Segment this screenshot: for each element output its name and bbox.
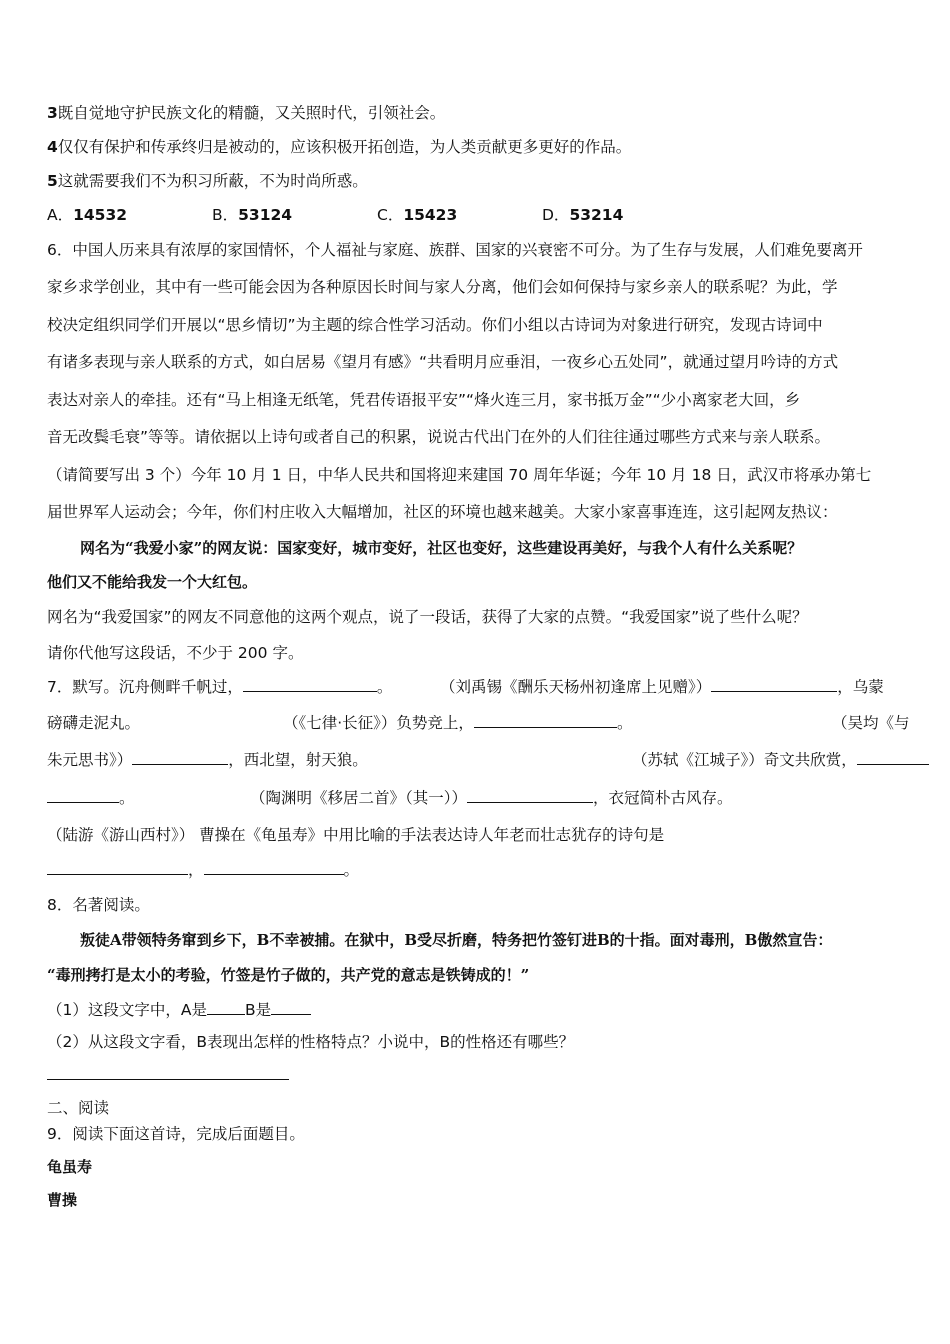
option-b — [212, 205, 292, 225]
q7-line-1a — [47, 677, 392, 697]
poem-author: 曹操 — [47, 1191, 78, 1209]
q7-line-2c: （吴均《与 — [832, 714, 910, 732]
sentence-number: 5 — [47, 172, 58, 190]
answer-blank-b[interactable] — [271, 1000, 311, 1015]
question-6-line: 校决定组织同学们开展以“思乡情切”为主题的综合性学习活动。你们小组以古诗词为对象进行研究，发现古诗词中 — [47, 316, 823, 334]
q7-line-4b — [250, 788, 733, 808]
question-6-line: 届世界军人运动会；今年，你们村庄收入大幅增加，社区的环境也越来越美。大家小家喜事连连，这引起网友热议： — [47, 503, 838, 521]
answer-line[interactable] — [47, 1079, 289, 1080]
question-6-line: 6．中国人历来具有浓厚的家国情怀，个人福祉与家庭、族群、国家的兴衰密不可分。为了生存与发展，人们难免要离开 — [47, 241, 863, 259]
option-c — [377, 205, 457, 225]
text: 7．默写。沉舟侧畔千帆过， — [47, 678, 243, 696]
q7-line-3a — [47, 750, 368, 770]
q7-line-1b — [440, 677, 884, 697]
answer-blank[interactable] — [132, 750, 228, 765]
sub-question-1 — [47, 1000, 311, 1020]
sub-question-2: （2）从这段文字看，B表现出怎样的性格特点？小说中，B的性格还有哪些？ — [47, 1033, 575, 1051]
q7-line-2a: 磅礴走泥丸。 — [47, 714, 141, 732]
text: 。 — [376, 678, 393, 696]
source-text: （刘禹锡《酬乐天杨州初逢席上见赠》） — [440, 678, 712, 696]
excerpt-line-2: “毒刑拷打是太小的考验，竹签是竹子做的，共产党的意志是铁铸成的！” — [47, 966, 530, 984]
option-d — [542, 205, 623, 225]
option-a — [47, 205, 127, 225]
option-label: D． — [542, 206, 570, 224]
option-value: 53214 — [569, 206, 624, 224]
section-heading: 二、阅读 — [47, 1099, 110, 1117]
text: B是 — [244, 1001, 272, 1019]
text: ，乌蒙 — [837, 678, 884, 696]
answer-blank[interactable] — [47, 860, 188, 875]
question-6-line: 音无改鬓毛衰”等等。请依据以上诗句或者自己的积累，说说古代出门在外的人们往往通过哪些方式来与亲人联系。 — [47, 428, 831, 446]
text: 。 — [616, 714, 633, 732]
source-text: （陶渊明《移居二首》（其一）） — [250, 789, 468, 807]
source-text: （苏轼《江城子》）奇文共欣赏， — [632, 751, 857, 769]
text: ， — [188, 861, 204, 879]
question-6-line: （请简要写出 3 个）今年 10 月 1 日，中华人民共和国将迎来建国 70 周年华诞；今年 10 月 18 日，武汉市将承办第七 — [47, 466, 872, 484]
text: （1）这段文字中，A是 — [47, 1001, 207, 1019]
q7-line-5: （陆游《游山西村》） 曹操在《龟虽寿》中用比喻的手法表达诗人年老而壮志犹存的诗句是 — [47, 826, 665, 844]
answer-blank[interactable] — [857, 750, 929, 765]
source-text: （《七律·长征》）负势竞上， — [283, 714, 474, 732]
source-text: 朱元思书》） — [47, 751, 133, 769]
q7-line-2b — [283, 713, 632, 733]
excerpt-line-1: 叛徒A带领特务窜到乡下，B不幸被捕。在狱中，B受尽折磨，特务把竹签钉进B的十指。面对毒刑，B傲然宣告： — [80, 931, 833, 949]
question-5-sentence-4 — [47, 137, 631, 157]
answer-blank[interactable] — [243, 677, 377, 692]
question-9-prompt: 9．阅读下面这首诗，完成后面题目。 — [47, 1125, 305, 1143]
text: 。 — [119, 789, 135, 807]
answer-blank[interactable] — [467, 788, 593, 803]
writing-prompt-2: 请你代他写这段话，不少于 200 字。 — [47, 644, 304, 662]
answer-blank[interactable] — [204, 860, 344, 875]
option-label: C． — [377, 206, 404, 224]
sentence-text: 这就需要我们不为积习所蔽，不为时尚所惑。 — [57, 172, 368, 190]
text: 。 — [343, 861, 360, 879]
q7-line-6 — [47, 860, 359, 880]
option-value: 14532 — [73, 206, 128, 224]
sentence-number: 4 — [47, 138, 58, 156]
option-label: B． — [212, 206, 239, 224]
writing-prompt-1: 网名为“我爱国家”的网友不同意他的这两个观点，说了一段话，获得了大家的点赞。“我爱国家”说了些什么呢？ — [47, 608, 808, 626]
poem-title: 龟虽寿 — [47, 1158, 93, 1176]
question-6-line: 表达对亲人的牵挂。还有“马上相逢无纸笔，凭君传语报平安”“烽火连三月，家书抵万金”“少小离家老大回，乡 — [47, 391, 801, 409]
q7-line-3b — [632, 750, 929, 770]
q7-line-4a — [47, 788, 135, 808]
option-value: 15423 — [403, 206, 458, 224]
option-label: A． — [47, 206, 74, 224]
answer-blank[interactable] — [47, 788, 119, 803]
question-5-sentence-5 — [47, 171, 368, 191]
question-6-line: 家乡求学创业，其中有一些可能会因为各种原因长时间与家人分离，他们会如何保持与家乡亲人的联系呢？为此，学 — [47, 278, 838, 296]
answer-blank-a[interactable] — [207, 1000, 245, 1015]
answer-blank[interactable] — [711, 677, 837, 692]
text: ，衣冠简朴古风存。 — [593, 789, 733, 807]
sentence-text: 仅仅有保护和传承终归是被动的，应该积极开拓创造，为人类贡献更多更好的作品。 — [57, 138, 632, 156]
text: ，西北望，射天狼。 — [228, 751, 368, 769]
answer-blank[interactable] — [474, 713, 617, 728]
sentence-text: 既自觉地守护民族文化的精髓，又关照时代，引领社会。 — [57, 104, 446, 122]
question-5-sentence-3 — [47, 103, 445, 123]
question-6-line: 有诸多表现与亲人联系的方式，如白居易《望月有感》“共看明月应垂泪，一夜乡心五处同”，就通过望月吟诗的方式 — [47, 353, 839, 371]
sentence-number: 3 — [47, 104, 58, 122]
question-8-title: 8．名著阅读。 — [47, 896, 150, 914]
option-value: 53124 — [238, 206, 293, 224]
netizen-quote-1: 网名为“我爱小家”的网友说：国家变好，城市变好，社区也变好，这些建设再美好，与我个人有什么关系呢？ — [80, 539, 803, 557]
netizen-quote-2: 他们又不能给我发一个大红包。 — [47, 573, 258, 591]
